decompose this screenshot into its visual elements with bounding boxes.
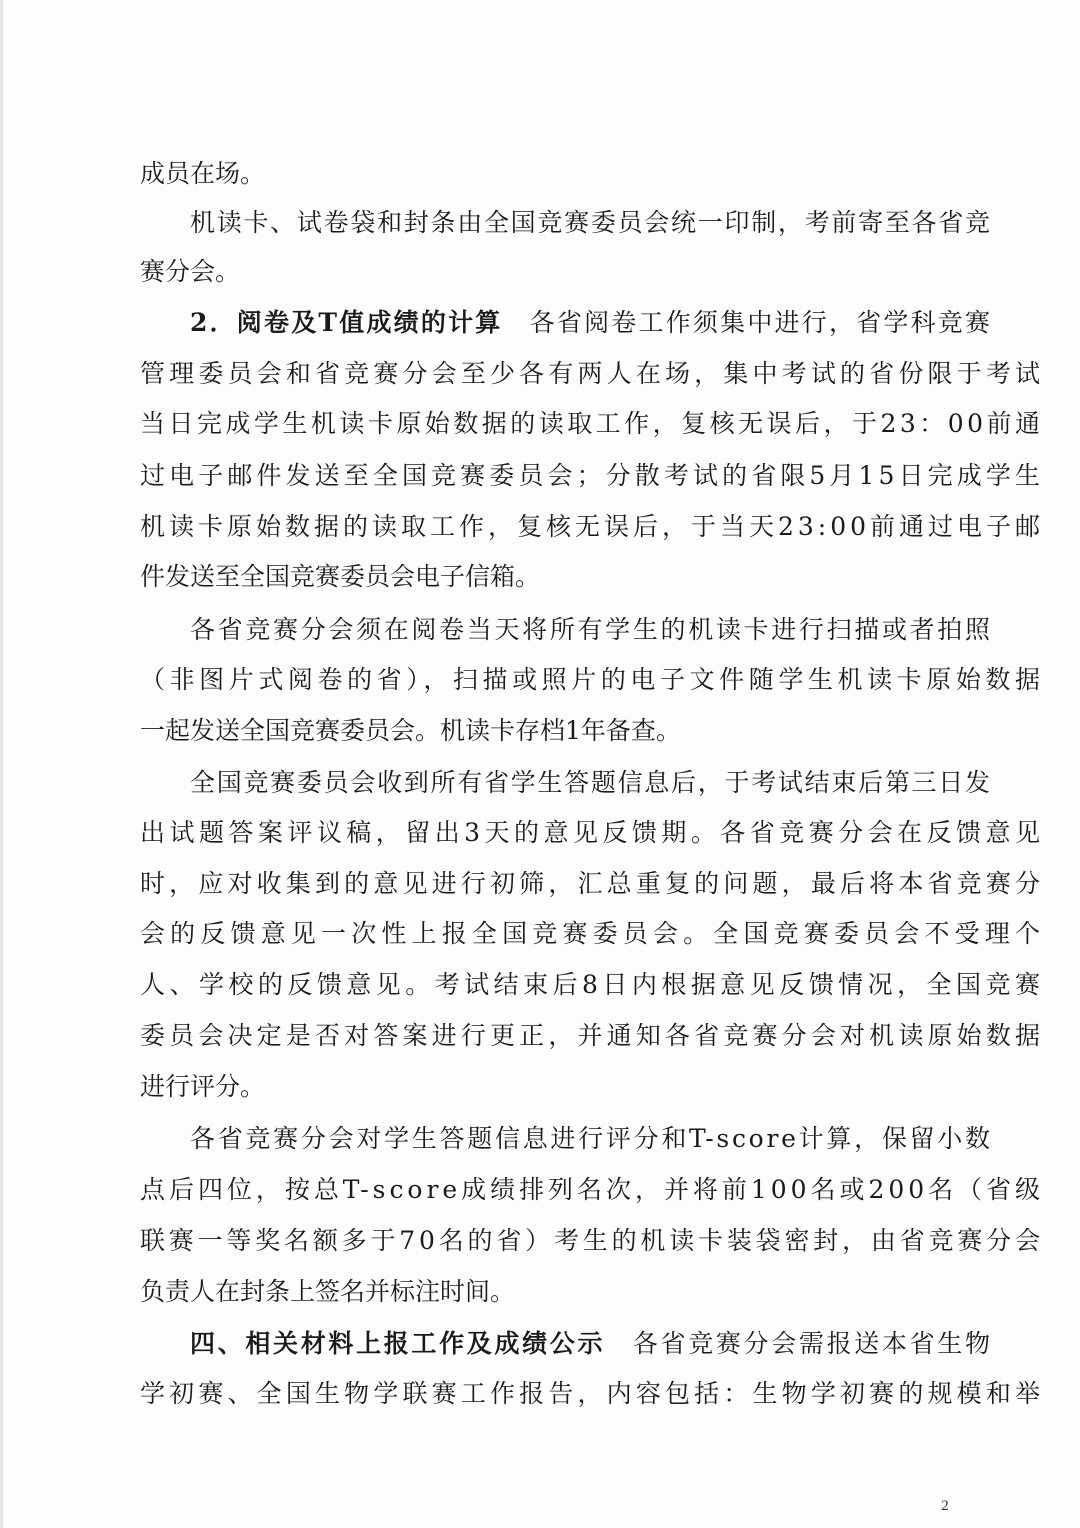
text-line: （非图片式阅卷的省），扫描或照片的电子文件随学生机读卡原始数据 — [140, 665, 1045, 694]
text-line: 过电子邮件发送至全国竞赛委员会；分散考试的省限5月15日完成学生 — [140, 461, 1045, 490]
text-line: 点后四位，按总T-score成绩排列名次，并将前100名或200名（省级 — [140, 1175, 1044, 1204]
section-heading: 2．阅卷及T值成绩的计算 — [190, 308, 503, 337]
text-line: 当日完成学生机读卡原始数据的读取工作，复核无误后，于23：00前通 — [140, 409, 1044, 438]
text-line: 学初赛、全国生物学联赛工作报告，内容包括：生物学初赛的规模和举 — [140, 1379, 1045, 1408]
text-line: 委员会决定是否对答案进行更正，并通知各省竞赛分会对机读原始数据 — [140, 1021, 1045, 1050]
section-heading-line: 四、相关材料上报工作及成绩公示 各省竞赛分会需报送本省生物 — [190, 1329, 993, 1358]
text-line: 件发送至全国竞赛委员会电子信箱。 — [140, 562, 541, 591]
text-line: 时，应对收集到的意见进行初筛，汇总重复的问题，最后将本省竞赛分 — [140, 869, 1045, 898]
text-line: 人、学校的反馈意见。考试结束后8日内根据意见反馈情况，全国竞赛 — [140, 970, 1045, 999]
text-line: 联赛一等奖名额多于70名的省）考生的机读卡装袋密封，由省竞赛分会 — [140, 1226, 1044, 1255]
text-line: 会的反馈意见一次性上报全国竞赛委员会。全国竞赛委员会不受理个 — [140, 919, 1046, 948]
text-line: 各省竞赛分会须在阅卷当天将所有学生的机读卡进行扫描或者拍照 — [190, 615, 993, 644]
text-line: 成员在场。 — [140, 159, 266, 188]
text-line: 负责人在封条上签名并标注时间。 — [140, 1277, 516, 1306]
text-line: 出试题答案评议稿，留出3天的意见反馈期。各省竞赛分会在反馈意见 — [140, 818, 1045, 847]
text-line: 各省竞赛分会对学生答题信息进行评分和T-score计算，保留小数 — [190, 1124, 993, 1153]
text-line: 机读卡、试卷袋和封条由全国竞赛委员会统一印制，考前寄至各省竞 — [190, 208, 992, 237]
page-number: 2 — [941, 1498, 949, 1514]
text-line: 赛分会。 — [140, 257, 241, 286]
section-heading: 四、相关材料上报工作及成绩公示 — [190, 1329, 606, 1358]
text-line: 一起发送全国竞赛委员会。机读卡存档1年备查。 — [140, 716, 681, 745]
section-heading-line: 2．阅卷及T值成绩的计算 各省阅卷工作须集中进行，省学科竞赛 — [190, 308, 993, 337]
text-line: 管理委员会和省竞赛分会至少各有两人在场，集中考试的省份限于考试 — [140, 359, 1045, 388]
text-line: 全国竞赛委员会收到所有省学生答题信息后，于考试结束后第三日发 — [190, 768, 992, 797]
text-line: 机读卡原始数据的读取工作，复核无误后，于当天23:00前通过电子邮 — [140, 512, 1044, 541]
text-line: 进行评分。 — [140, 1072, 266, 1101]
